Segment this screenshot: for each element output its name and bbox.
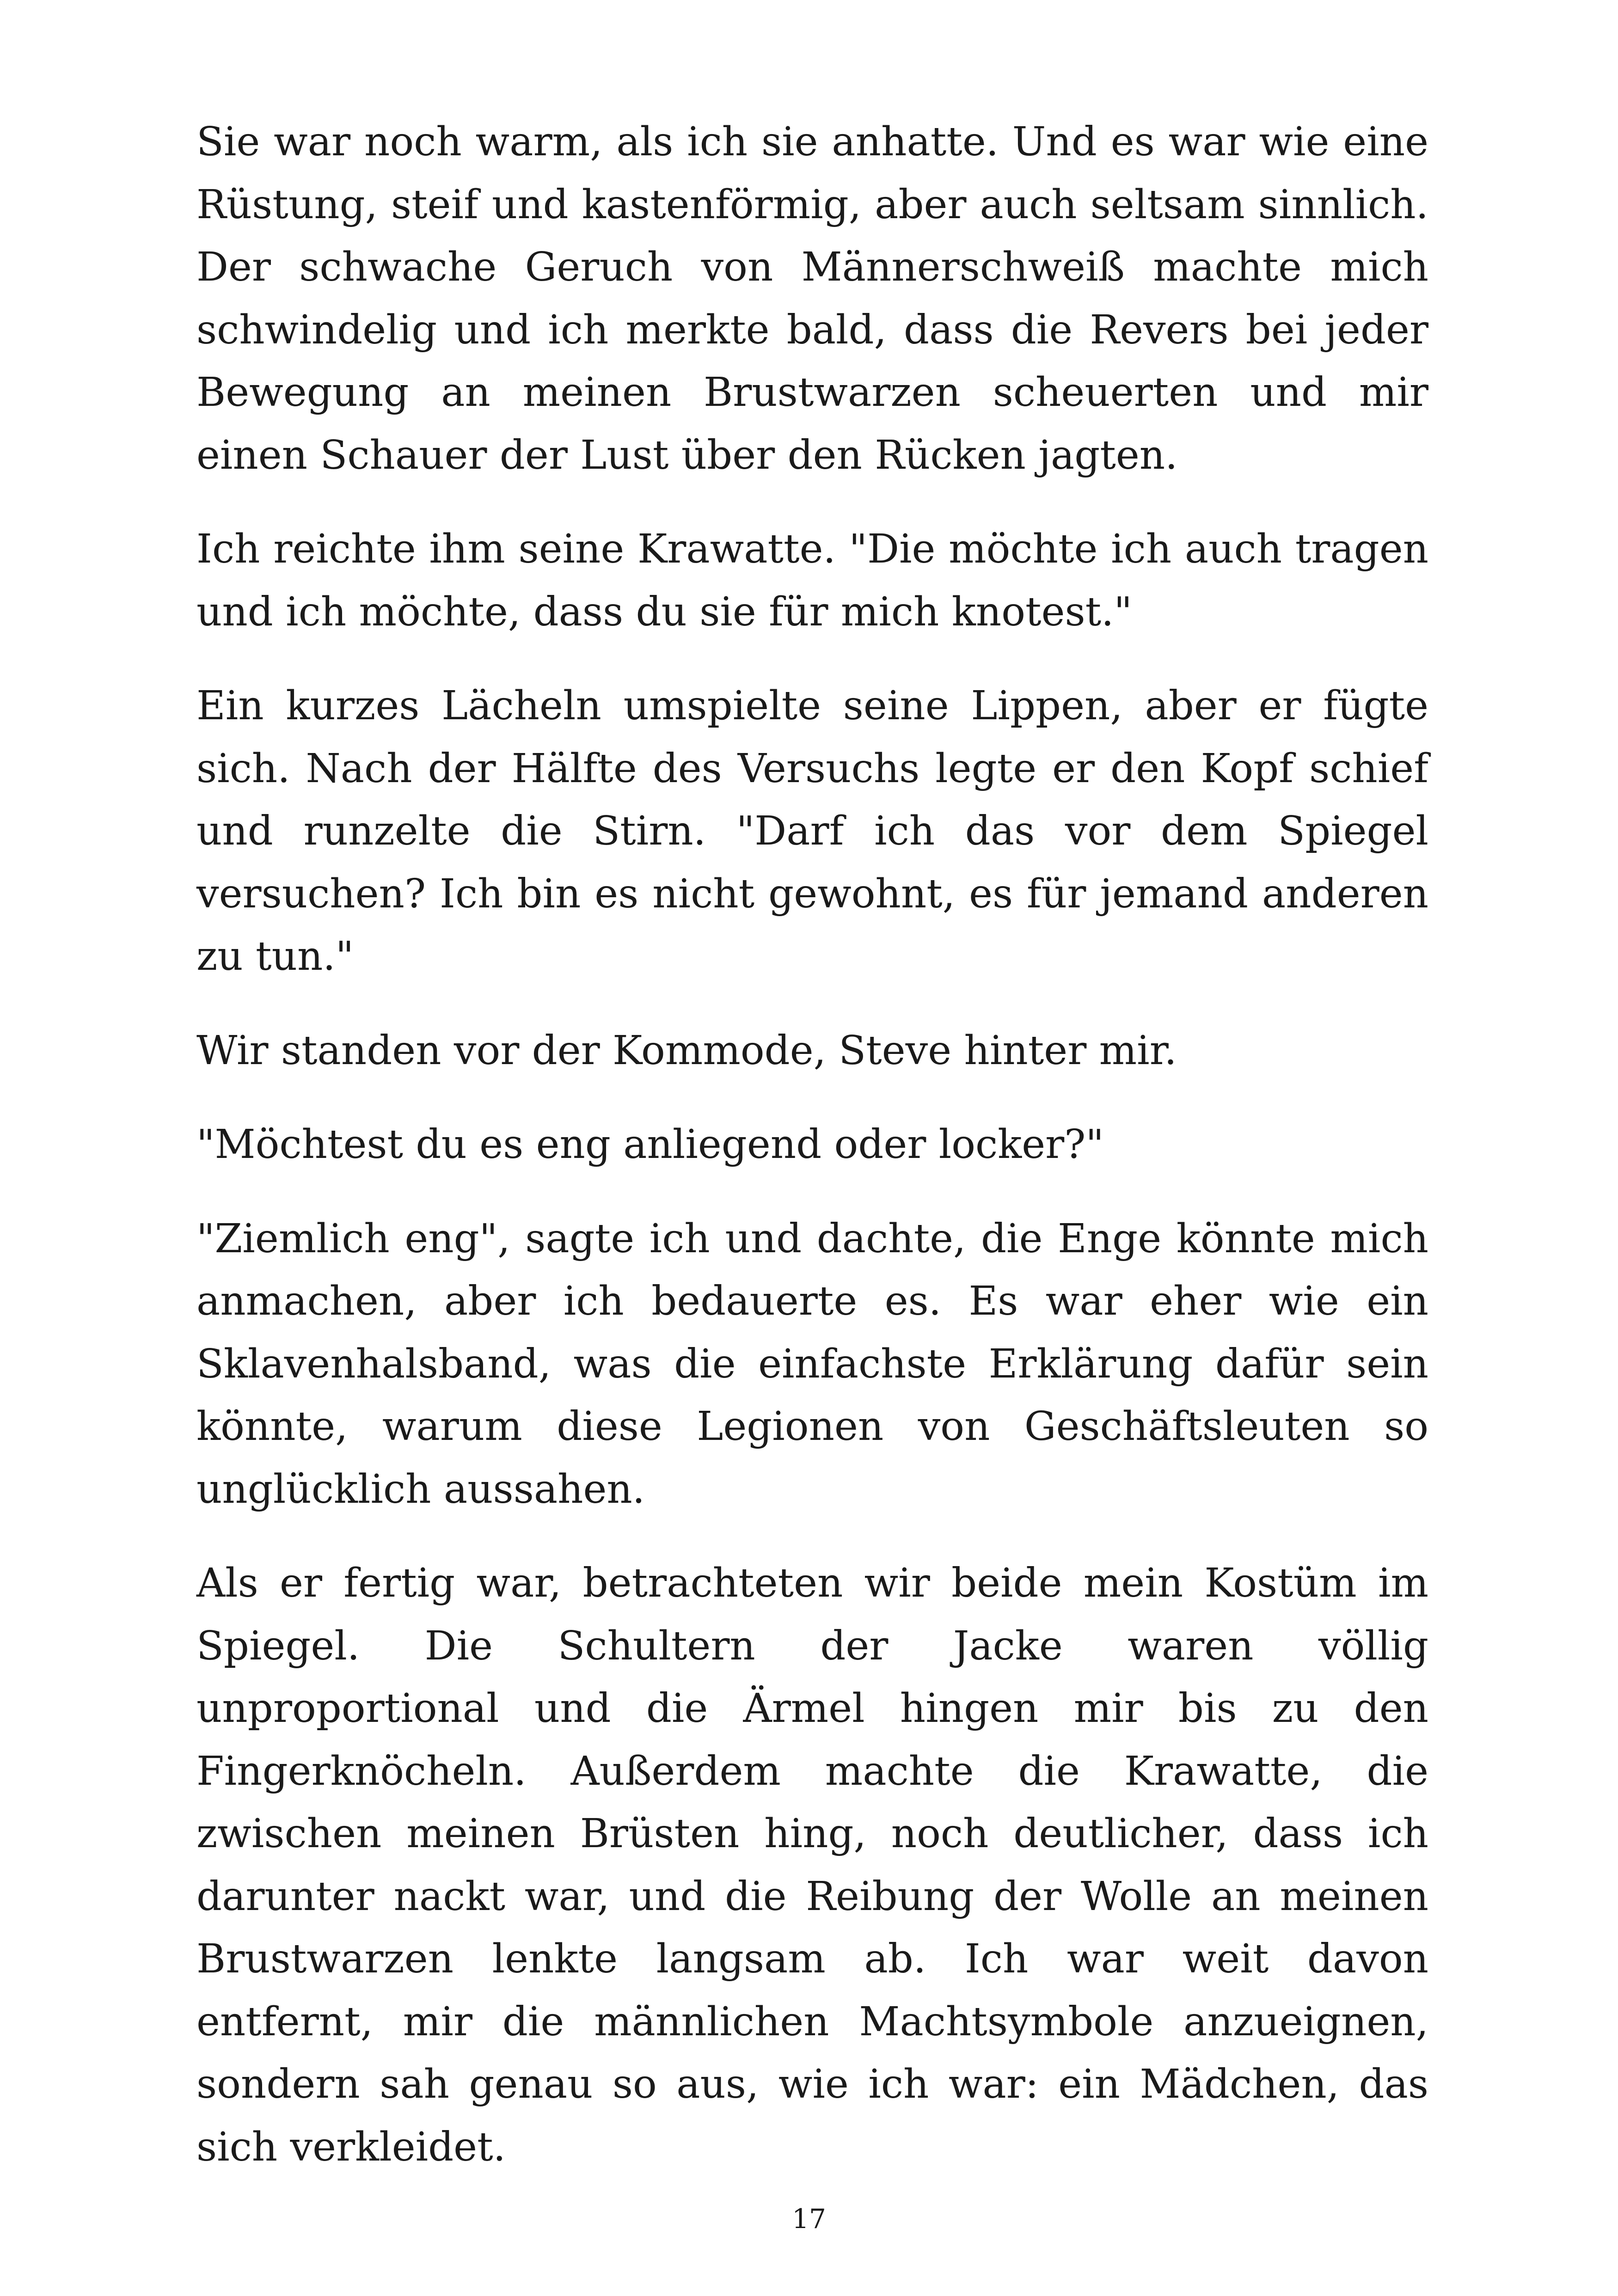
body-text	[196, 111, 1428, 2210]
paragraph-7: Als er fertig war, betrachteten wir beide mein Kostüm im Spiegel. Die Schultern der Jacke waren völlig unproportional und die Ärmel hingen mir bis zu den Fingerknöcheln. Außerdem machte die Krawatte, die zwischen meinen Brüsten hing, noch deutlicher, dass ich darunter nackt war, und die Reibung der Wolle an meinen Brustwarzen lenkte langsam ab. Ich war weit davon entfernt, mir die männlichen Machtsymbole anzueignen, sondern sah genau so aus, wie ich war: ein Mädchen, das sich verkleidet.	[196, 1560, 1428, 2170]
paragraph-3: Ein kurzes Lächeln umspielte seine Lippen, aber er fügte sich. Nach der Hälfte des Versuchs legte er den Kopf schief und runzelte die Stirn. "Darf ich das vor dem Spiegel versuchen? Ich bin es nicht gewohnt, es für jemand anderen zu tun."	[196, 683, 1428, 980]
paragraph-4: Wir standen vor der Kommode, Steve hinter mir.	[196, 1027, 1177, 1074]
paragraph-5: "Möchtest du es eng anliegend oder locker?"	[196, 1121, 1104, 1168]
paragraph-1: Sie war noch warm, als ich sie anhatte. Und es war wie eine Rüstung, steif und kastenförmig, aber auch seltsam sinnlich. Der schwache Geruch von Männerschweiß machte mich schwindelig und ich merkte bald, dass die Revers bei jeder Bewegung an meinen Brustwarzen scheuerten und mir einen Schauer der Lust über den Rücken jagten.	[196, 119, 1428, 478]
page-number: 17	[792, 2203, 826, 2235]
paragraph-6: "Ziemlich eng", sagte ich und dachte, die Enge könnte mich anmachen, aber ich bedauerte es. Es war eher wie ein Sklavenhalsband, was die einfachste Erklärung dafür sein könnte, warum diese Legionen von Geschäftsleuten so unglücklich aussahen.	[196, 1215, 1428, 1512]
paragraph-2: Ich reichte ihm seine Krawatte. "Die möchte ich auch tragen und ich möchte, dass du sie für mich knotest."	[196, 526, 1428, 635]
